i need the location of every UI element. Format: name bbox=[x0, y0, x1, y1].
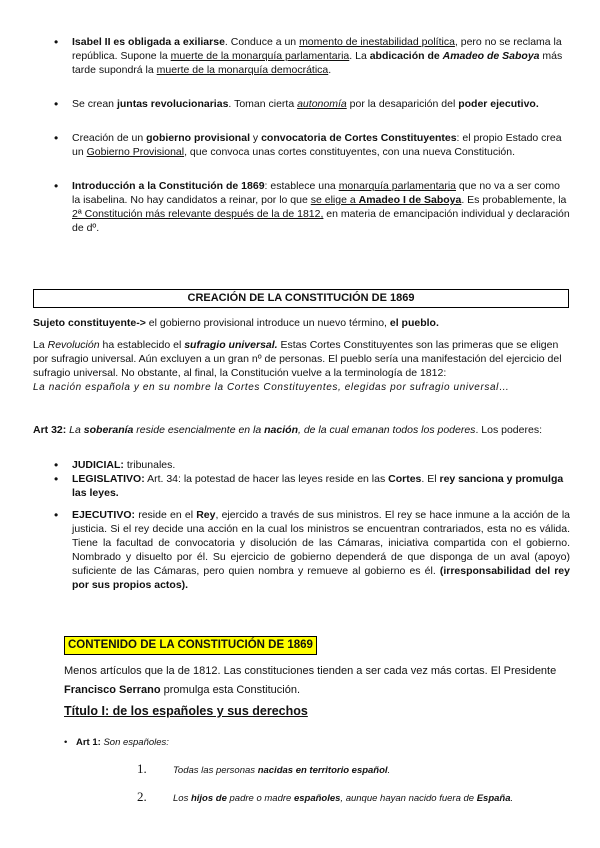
text: . Los poderes: bbox=[475, 424, 542, 436]
bold-text: rey sanciona y promulga las leyes. bbox=[72, 473, 564, 499]
text: . Toman cierta bbox=[228, 98, 298, 110]
text: , ejercido a través de sus ministros. El rey se hace inmune a la acción de la justicia. Si el rey decide una acción en la cual los ministros se encuentran contrariados, esta no es válida. Tiene la facultad de convocatoria y disolución de las Cámaras, iniciativa compartida con el gobierno. Nombrado y disuelto por él. Su ejercicio de gobierno dependerá de que disponga de un aval (apoyo) suficiente de las Cámaras, pero quien nombra y remueve al gobierno es él. bbox=[72, 509, 570, 577]
text: , que convoca unas cortes constituyentes, con una nueva Constitución. bbox=[184, 146, 516, 158]
text: en materia de emancipación individual y declaración de dº. bbox=[72, 208, 570, 234]
underlined-text: se elige a bbox=[310, 194, 359, 206]
item-number: 1. bbox=[137, 761, 147, 776]
underlined-text: 2ª Constitución más relevante después de la de 1812, bbox=[72, 208, 324, 220]
section-title-creacion: CREACIÓN DE LA CONSTITUCIÓN DE 1869 bbox=[33, 289, 569, 308]
text: : establece una bbox=[264, 180, 339, 192]
paragraph-sujeto bbox=[33, 316, 569, 330]
bold-italic-text: Amadeo de Saboya bbox=[442, 50, 540, 62]
text: . bbox=[387, 765, 391, 776]
bold-text: (irresponsabilidad del rey por sus propios actos). bbox=[72, 565, 570, 591]
bullet-juntas bbox=[72, 97, 570, 111]
italic-text: , de la cual emanan todos los poderes bbox=[297, 424, 476, 436]
bold-italic-text: soberanía bbox=[83, 424, 134, 436]
bold-text: juntas revolucionarias bbox=[116, 98, 229, 110]
titulo-1-heading: Título I: de los españoles y sus derechos bbox=[64, 704, 308, 718]
italic-text: reside esencialmente en la bbox=[133, 424, 265, 436]
text: y bbox=[249, 132, 262, 144]
bullet-introduccion-1869 bbox=[72, 179, 570, 235]
text: . bbox=[510, 793, 514, 804]
bold-text: españoles bbox=[293, 793, 341, 804]
bold-text: el pueblo. bbox=[389, 317, 439, 329]
underlined-text: muerte de la monarquía democrática bbox=[156, 64, 329, 76]
top-bullet-list bbox=[72, 35, 570, 255]
text: tribunales. bbox=[123, 459, 176, 471]
italic-text: Revolución bbox=[47, 339, 100, 351]
bold-text: LEGISLATIVO: bbox=[72, 473, 145, 485]
bold-text: JUDICIAL: bbox=[72, 459, 124, 471]
text: . Conduce a un bbox=[224, 36, 300, 48]
text: Menos artículos que la de 1812. Las constituciones tienden a ser cada vez más cortas. El Presidente bbox=[64, 665, 557, 677]
text: Todas las personas bbox=[173, 765, 258, 776]
bold-text: Francisco Serrano bbox=[64, 684, 161, 696]
bold-text: nacidas en territorio español bbox=[257, 765, 388, 776]
bold-text: gobierno provisional bbox=[146, 132, 250, 144]
underlined-text: monarquía parlamentaria bbox=[338, 180, 457, 192]
bullet-isabel-exilio bbox=[72, 35, 570, 77]
italic-text: Son españoles: bbox=[100, 737, 169, 748]
bold-italic-text: nación bbox=[264, 424, 298, 436]
text: promulga esta Constitución. bbox=[160, 684, 301, 696]
bold-text: hijos de bbox=[190, 793, 227, 804]
italic-text: La bbox=[66, 424, 84, 436]
text: Los bbox=[173, 793, 191, 804]
power-judicial bbox=[72, 458, 570, 472]
paragraph-menos-articulos bbox=[64, 662, 569, 700]
text: . La bbox=[349, 50, 370, 62]
underlined-italic-text: autonomía bbox=[297, 98, 347, 110]
underlined-bold-text: Amadeo I de Saboya bbox=[358, 194, 462, 206]
bold-text: poder ejecutivo. bbox=[458, 98, 539, 110]
numbered-item-1 bbox=[137, 762, 390, 778]
bullet-gobierno-provisional bbox=[72, 131, 570, 159]
power-legislativo bbox=[72, 472, 570, 500]
text: . Es probablemente, la bbox=[461, 194, 567, 206]
text: Estas Cortes Constituyentes son las primeras que se eligen por sufragio universal. Aún excluyen a un gran nº de personas. El pueblo sería una manifestación del ejercicio del sufragio universal. No obstante, al final, la Constitución vuelve a la terminología de 1812: bbox=[33, 339, 562, 379]
underlined-text: muerte de la monarquía parlamentaria bbox=[170, 50, 350, 62]
bold-text: Cortes bbox=[388, 473, 422, 485]
text: Art. 34: la potestad de hacer las leyes reside en las bbox=[144, 473, 389, 485]
bold-text: Isabel II es obligada a exiliarse bbox=[72, 36, 225, 48]
text: por la desaparición del bbox=[346, 98, 459, 110]
power-ejecutivo bbox=[72, 508, 570, 592]
text: más tarde supondrá la bbox=[72, 50, 563, 76]
text: Creación de un bbox=[72, 132, 147, 144]
text: que no va a ser como la isabelina. No hay candidatos a reinar, por lo que bbox=[72, 180, 560, 206]
numbered-item-2 bbox=[137, 790, 513, 806]
section-title-contenido: CONTENIDO DE LA CONSTITUCIÓN DE 1869 bbox=[64, 636, 317, 655]
text: . El bbox=[421, 473, 440, 485]
text: padre o madre bbox=[226, 793, 294, 804]
underlined-text: Gobierno Provisional bbox=[86, 146, 185, 158]
bold-text: España bbox=[476, 793, 511, 804]
underlined-text: momento de inestabilidad política bbox=[299, 36, 455, 48]
text: : el propio Estado crea un bbox=[72, 132, 562, 158]
bullet-icon: • bbox=[64, 737, 68, 748]
bold-text: Sujeto constituyente-> bbox=[33, 317, 146, 329]
text: ha establecido el bbox=[99, 339, 185, 351]
text: reside en el bbox=[135, 509, 197, 521]
bold-text: EJECUTIVO: bbox=[72, 509, 136, 521]
quote-text: La nación española y en su nombre la Cortes Constituyentes, elegidas por sufragio universal… bbox=[33, 382, 510, 393]
text: el gobierno provisional introduce un nuevo término, bbox=[145, 317, 390, 329]
bold-text: Introducción a la Constitución de 1869 bbox=[72, 180, 265, 192]
bold-italic-text: sufragio universal. bbox=[184, 339, 278, 351]
art1-line bbox=[64, 736, 169, 750]
text: , aunque hayan nacido fuera de bbox=[340, 793, 477, 804]
bold-text: abdicación de bbox=[369, 50, 443, 62]
bold-text: Art 1: bbox=[76, 737, 101, 748]
bold-text: Art 32: bbox=[33, 424, 67, 436]
paragraph-revolucion bbox=[33, 338, 569, 395]
text: La bbox=[33, 339, 48, 351]
paragraph-art32 bbox=[33, 423, 569, 437]
bold-text: Rey bbox=[196, 509, 216, 521]
powers-list bbox=[72, 458, 570, 592]
item-number: 2. bbox=[137, 789, 147, 804]
text: Se crean bbox=[72, 98, 117, 110]
text: . bbox=[328, 64, 332, 76]
text: , pero no se reclama la república. Supone la bbox=[72, 36, 562, 62]
bold-text: convocatoria de Cortes Constituyentes bbox=[261, 132, 457, 144]
